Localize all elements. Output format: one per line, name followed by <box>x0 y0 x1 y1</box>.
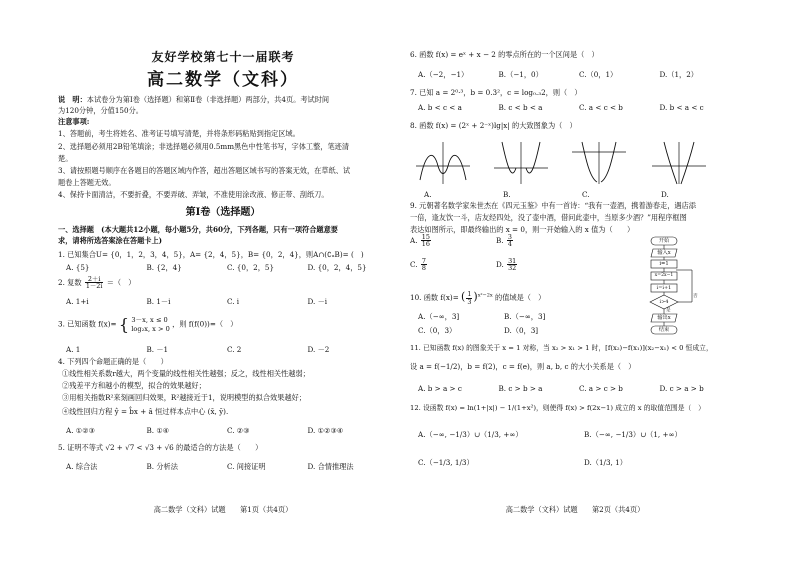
question-7-options <box>410 103 740 112</box>
option: D. $\frac{31}{32}$ <box>496 257 517 273</box>
option: A. 1 <box>66 345 81 354</box>
question-3-options <box>58 345 388 354</box>
option: A.（−∞，3] <box>418 312 460 321</box>
graph-a <box>414 140 472 186</box>
question-6-options <box>410 70 740 79</box>
question-10-options <box>418 312 618 338</box>
graph-c <box>570 140 628 186</box>
rule-2-cont: 楚。 <box>58 154 73 163</box>
option: A. b < c < a <box>418 103 462 112</box>
option: D. <box>661 190 669 199</box>
flow-yes-label: 是 <box>666 308 671 313</box>
option: D.（1/3, 1） <box>584 458 627 467</box>
flow-condition: i>4 <box>659 299 669 305</box>
option: A. $\frac{15}{16}$ <box>410 233 430 249</box>
option: B. c < b < a <box>498 103 543 112</box>
question-8-options <box>410 190 740 199</box>
option: C. a > c > b <box>579 384 623 393</box>
option: A. <box>424 190 432 199</box>
flow-end: 结束 <box>658 327 670 333</box>
attention-heading: 注意事项: <box>58 117 90 126</box>
question-9-line1: 9. 元朝著名数学家朱世杰在《四元玉鉴》中有一首诗：“我有一壶酒，携着游春走，遇店添 <box>410 201 696 210</box>
option: D. －2 <box>307 345 330 354</box>
question-10: 10. 函数 f(x)= ( $\frac{1}{3}$ )$^{x^2-2x}$ 的值域是（ ） <box>410 290 546 306</box>
option: C. $\frac{7}{8}$ <box>410 257 426 273</box>
rule-1: 1、答题前，考生将姓名、准考证号填写清楚，并将条形码粘贴到指定区域。 <box>58 129 300 138</box>
option: D.（0，3] <box>504 326 539 335</box>
option: C. <box>582 190 590 199</box>
question-11-options <box>410 384 740 393</box>
option: B.（−∞, −1/3）∪（1, +∞） <box>584 430 682 439</box>
option: C.（0，1） <box>579 70 618 79</box>
question-5-options <box>58 462 388 471</box>
question-12: 12. 设函数 f(x) = ln(1+|x|) − 1/(1+x²)，则使得 f(x) > f(2x−1) 成立的 x 的取值范围是（ ） <box>410 404 705 412</box>
question-4-options <box>58 426 388 435</box>
option: B. $\frac{3}{4}$ <box>496 233 512 249</box>
option: C.（0，3） <box>418 326 457 335</box>
question-2-options <box>58 297 388 306</box>
question-4-item-3: ③用相关指数R²来刻画回归效果，R²越接近于1，说明模型的拟合效果越好； <box>62 393 306 402</box>
question-9-line2: 一倍，逢友饮一斗，店友经四处，没了壶中酒，借问此壶中，当原多少酒？”用程序框图 <box>410 213 687 222</box>
option: D. b < a < c <box>659 103 704 112</box>
option: D. －i <box>307 297 328 306</box>
question-2: 2. 复数 $\frac{2+i}{1-2i}$ ＝（ ） <box>58 275 136 291</box>
option: B. 1－i <box>146 297 171 306</box>
question-8: 8. 函数 f(x) = (2ˣ + 2⁻ˣ)lg|x| 的大致图象为（ ） <box>410 121 577 130</box>
question-1: 1. 已知集合U= {0，1，2，3，4，5}，A= {2，4，5}，B= {0，2，4}，则A∩(∁ᵤB)= ( ) <box>58 250 364 259</box>
option: C.（−1/3, 1/3） <box>418 458 474 467</box>
flow-no-label: 否 <box>693 294 698 299</box>
option: C. 间接证明 <box>227 462 266 471</box>
question-11-line2: 设 a = f(−1/2)，b = f(2)，c = f(e)，则 a, b, c 的大小关系是（ ） <box>410 362 636 371</box>
question-5: 5. 证明不等式 √2 + √7 < √3 + √6 的最适合的方法是（ ） <box>58 443 263 452</box>
option: D.（1，2） <box>659 70 698 79</box>
option: C. a < c < b <box>579 103 623 112</box>
option: B.（−∞，3] <box>504 312 546 321</box>
rule-4: 4、保持卡面清洁，不要折叠，不要弄破、弄皱，不准使用涂改液、修正带、刮纸刀。 <box>58 190 329 199</box>
question-7: 7. 已知 a = 2⁰·³，b = 0.3²，c = log₀.₃2，则（ ） <box>410 88 582 97</box>
question-4-item-4: ④线性回归方程 ŷ = b̂x + â 恒过样本点中心 (x̄, ȳ). <box>62 407 229 416</box>
option: D. c > a > b <box>659 384 704 393</box>
rule-3-cont: 题卷上答题无效。 <box>58 178 116 187</box>
flow-output: 输出x <box>657 315 671 321</box>
fraction: $\frac{2+i}{1-2i}$ <box>85 275 103 291</box>
question-12-options <box>418 430 738 470</box>
option: B. ①④ <box>146 426 170 435</box>
part-title: 第Ⅰ卷（选择题） <box>185 207 261 218</box>
option: A. ①②③ <box>66 426 96 435</box>
question-11-line1: 11. 已知函数 f(x) 的图象关于 x = 1 对称，当 x₂ > x₁ > 1 时，[f(x₂)−f(x₁)](x₂−x₁) < 0 恒成立， <box>410 344 713 352</box>
option: A. 1+i <box>66 297 89 306</box>
page-footer: 高二数学（文科）试题 第2页（共4页） <box>505 505 645 514</box>
rule-3: 3、请按照题号顺序在各题目的答题区域内作答，超出答题区域书写的答案无效，在草纸、试 <box>58 166 351 175</box>
question-6: 6. 函数 f(x) = eˣ + x − 2 的零点所在的一个区间是（ ） <box>410 50 599 59</box>
question-4: 4. 下列四个命题正确的是（ ） <box>58 357 168 366</box>
right-page <box>410 0 740 561</box>
section1-heading: 一、选择题 (本大题共12小题，每小题5分，共60分，下列各题，只有一项符合题意要 <box>58 225 338 234</box>
page-footer: 高二数学（文科）试题 第1页（共4页） <box>153 505 293 514</box>
option: B. －1 <box>146 345 169 354</box>
option: D. ①②③④ <box>307 426 344 435</box>
option: A. b > a > c <box>418 384 462 393</box>
option: B.（−1，0） <box>498 70 543 79</box>
subject-title: 高二数学（文科） <box>147 70 299 90</box>
option: B. 分析法 <box>146 462 178 471</box>
option: C. 2 <box>227 345 242 354</box>
option: B. <box>503 190 511 199</box>
option: C. i <box>227 297 240 306</box>
option: D. 合情推理法 <box>307 462 354 471</box>
option: C. ②③ <box>227 426 250 435</box>
flow-init: i=1 <box>659 261 669 267</box>
option: A.（−∞, −1/3）∪（1/3, +∞） <box>418 430 523 439</box>
option: D. {0，2，4，5} <box>307 263 367 272</box>
question-4-item-2: ②残差平方和越小的模型，拟合的效果越好； <box>62 381 206 390</box>
question-9-line3: 表达如图所示，即最终输出的 x = 0，则一开始输入的 x 值为（ ） <box>410 225 635 234</box>
option: A.（−2，−1） <box>418 70 469 79</box>
note-line2: 为120分钟，分值150分。 <box>58 106 143 115</box>
option: A. 综合法 <box>66 462 98 471</box>
flow-input: 输入x <box>657 250 671 256</box>
flowchart <box>642 236 702 340</box>
flow-start: 开始 <box>658 238 670 244</box>
note-line1: 说 明：本试卷分为第Ⅰ卷（选择题）和第Ⅱ卷（非选择题）两部分，共4页。考试时间 <box>58 95 330 104</box>
option: B. c > b > a <box>498 384 543 393</box>
left-page <box>58 0 388 561</box>
option: B. {2，4} <box>146 263 182 272</box>
flow-update-x: x=2x−1 <box>654 273 674 278</box>
option: C. {0，2，5} <box>227 263 275 272</box>
question-3: 3. 已知函数 f(x)= { 3－x, x ≤ 0 log₂x, x > 0 ，则 f(f(0))=（ ） <box>58 314 238 334</box>
graph-b <box>492 140 550 186</box>
school-title: 友好学校第七十一届联考 <box>151 50 295 64</box>
option: A. {5} <box>66 263 90 272</box>
question-4-item-1: ①线性相关系数r越大，两个变量的线性相关性越强；反之，线性相关性越弱； <box>62 369 310 378</box>
rule-2: 2、选择题必须用2B铅笔填涂；非选择题必须用0.5mm黑色中性笔书写，字体工整，笔迹清 <box>58 142 350 151</box>
question-1-options <box>58 263 388 272</box>
section1-heading-cont: 求，请将所选答案涂在答题卡上) <box>58 236 163 245</box>
flow-increment: i=i+1 <box>656 285 672 291</box>
graph-d <box>650 140 708 186</box>
